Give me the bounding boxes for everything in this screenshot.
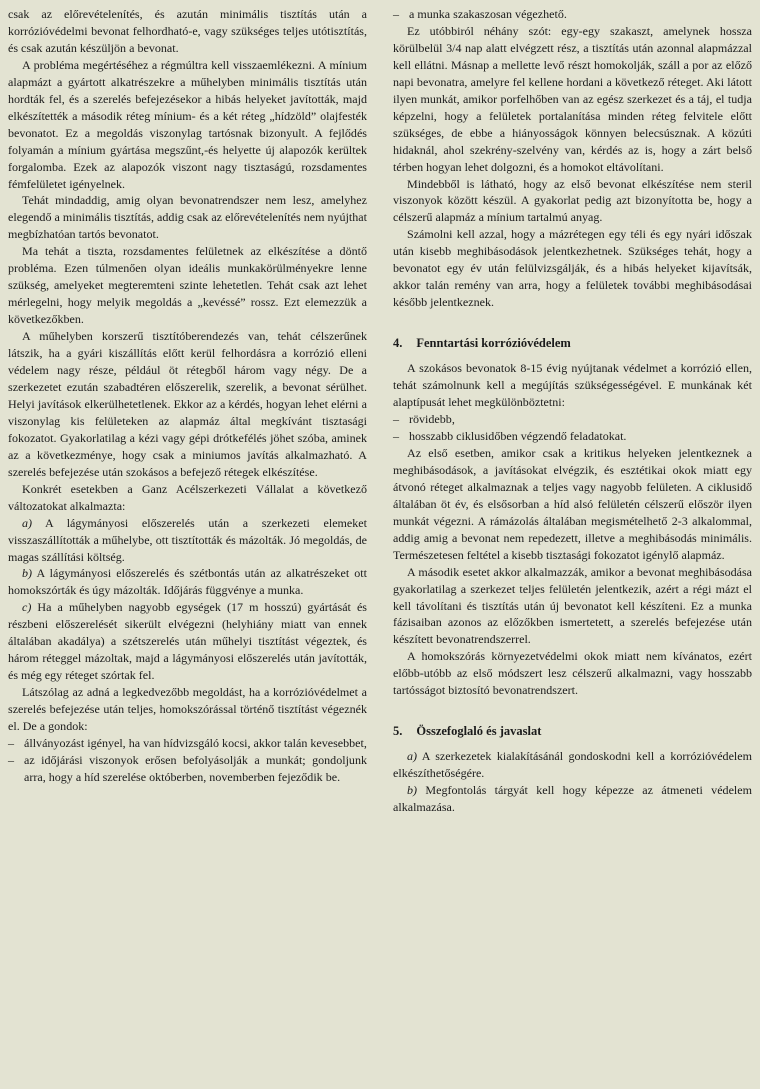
paragraph-text: A probléma megértéséhez a régmúltra kell visszaemlékezni. A mínium alapmázt a gyártott alkatrészekre a műhelyben minimális tisztítás után hordták fel, és a szerelés befejezésekor a hibás helyeket javították, majd elkészítették a második réteg mínium- és a két réteg „hídzöld” olajfesték bevonatot. Ez a megoldás viszonylag tartósnak bizonyult. A fejlődés folyamán a mínium gyártása megszűnt,-és helyette új alapozók kerültek forgalomba. Ezek az alapozók viszont nagy tisztaságú, rozsdamentes fémfelületet igényelnek. [8, 57, 367, 191]
dash-list-item [8, 735, 367, 752]
dash-marker: – [8, 752, 15, 767]
paragraph [393, 226, 752, 311]
right-column-top-text [393, 6, 752, 311]
paragraph-text: A második esetet akkor alkalmazzák, amikor a bevonat meghibásodása gyakorlatilag a szerkezet teljes felületén jelentkezik, azért a régi mázt el kell távolítani és tisztítás után új bevonatot kell készíteni. Ez a munka fázisaiban azonos az előzőkben ismertetett, a szerelés befejezése után készített bevonatrendszerrel. [393, 564, 752, 647]
paragraph-text: Konkrét esetekben a Ganz Acélszerkezeti Vállalat a következő változatokat alkalmazta: [8, 481, 367, 513]
paragraph [8, 684, 367, 735]
dash-marker: – [8, 735, 15, 750]
dash-marker: – [393, 412, 400, 427]
paragraph-text: Tehát mindaddig, amig olyan bevonatrendszer nem lesz, amelyhez elegendő a minimális tisztítás, addig csak az előrevételenítés nem nyújthat megbízhatóan tartós bevonatot. [8, 193, 367, 242]
lettered-paragraph [393, 748, 752, 782]
paragraph [8, 243, 367, 328]
dash-marker: – [393, 7, 400, 21]
item-letter: b) [22, 566, 33, 581]
paragraph-text: Az első esetben, amikor csak a kritikus helyeken jelentkeznek a meghibásodások, a javításokat elvégzik, és esztétikai okok miatt egy átvonó réteget alkalmaznak a teljes vagy nagyobb felületen. A ciklusidő általában öt év, és elsősorban a híd alsó felületén célszerű először ilyen munkát végezni. A rámázolás általában megismételhető 2-3 alkalommal, addig amig a bevonat nem repedezett, illetve a meghibásodás minimális. Természetesen feltétel a kisebb tisztasági fokozatot igénylő alapmáz. [393, 445, 752, 562]
paragraph-text: Ha a műhelyben nagyobb egységek (17 m hosszú) gyártását és részbeni előszerelését sikerült elvégezni (helyhiány miatt van ennek általában akadálya) a szétszerelés után műhelyi tisztítást végeztek, és három réteggel mázoltak, majd a lágymányosi előszerelés után javították, és még egy réteget szórtak fel. [8, 600, 367, 683]
lettered-paragraph [8, 515, 367, 566]
paragraph [393, 23, 752, 176]
paragraph-text: rövidebb, [409, 412, 455, 427]
paragraph [8, 192, 367, 243]
dash-list-item [393, 6, 752, 23]
paragraph [393, 564, 752, 649]
lettered-paragraph [8, 599, 367, 684]
paragraph-text: csak az előrevételenítés, és azután minimális tisztítás után a korrózióvédelmi bevonat felhordható-e, vagy szükséges teljes utótisztítás, és csak azután készüljön a bevonat. [8, 7, 367, 55]
paragraph-text: Ma tehát a tiszta, rozsdamentes felületnek az elkészítése a döntő probléma. Ezen túlmenően olyan ideális munkakörülményekre lenne szükség, amelyeket megteremteni szinte lehetetlen. Tehát csak azt lehet mérlegelni, hogy melyik megoldás a „kevéssé” rossz. Ezt elemezzük a következőkben. [8, 244, 367, 327]
section-5-body [393, 748, 752, 816]
dash-list-item [8, 752, 367, 786]
dash-list-item [393, 411, 752, 428]
paragraph-text: Mindebből is látható, hogy az első bevonat elkészítése nem steril viszonyok között készül. A gyakorlat pedig azt bizonyította be, hogy a célszerű alapmáz a mínium tartalmú anyag. [393, 176, 752, 225]
section-5-heading: 5. Összefoglaló és javaslat [393, 724, 542, 739]
item-letter: c) [22, 600, 32, 615]
paragraph [8, 481, 367, 515]
paragraph-text: Ez utóbbiról néhány szót: egy-egy szakaszt, amelynek hossza körülbelül 3/4 nap alatt elvégzett rész, a tisztítás után azonnal alapmázzal kell ellátni. Másnap a mellette levő részt homokolják, száll a por az előző napi bevonatra, amelyre fel kellene hordani a következő réteget. Aki látott ilyen munkát, amikor porfelhőben van az egész szerkezet és a táj, el tudja képzelni, hogy a felületek portalanítása minden réteg felvitele előtt szükséges, de ebbe a hiányosságok könnyen belecsúsznak. A közúti hidaknál, ahol szekrény-szelvény van, kérdés az is, hogy a zárt belső térben hogyan lehet dolgozni, és a homokot eltávolítani. [393, 23, 752, 174]
paragraph-text: Számolni kell azzal, hogy a mázrétegen egy téli és egy nyári időszak után kisebb meghibásodások jelentkezhetnek. Szükséges tehát, hogy a bevonatot egy év után felülvizsgálják, és a hibás helyeket kijavítsák, akkor talán remény van arra, hogy a felületek további meghibásodásai később jelentkeznek. [393, 227, 752, 310]
paragraph-text: A lágymányosi előszerelés és szétbontás után az alkatrészeket ott homokszórták és úgy mázolták. Időjárás függvénye a munka. [8, 566, 367, 598]
paragraph-text: az időjárási viszonyok erősen befolyásolják a munkát; gondoljunk arra, hogy a híd szerelése októberben, novemberben fejeződik be. [24, 752, 367, 784]
section-4-body [393, 360, 752, 699]
paragraph-text: A szerkezetek kialakításánál gondoskodni kell a korrózióvédelem elkészíthetőségére. [393, 749, 752, 781]
paragraph-text: A lágymányosi előszerelés után a szerkezeti elemeket visszaszállították a műhelybe, ott tisztították és mázolták. Jó megoldás, de magas szállítási költség. [8, 515, 367, 564]
paragraph-text: A műhelyben korszerű tisztítóberendezés van, tehát célszerűnek látszik, ha a gyári kiszállítás előtt kerül felhordásra a korrózió elleni védelem nagy része, például öt rétegből három vagy négy. De a szerkezetet ezután szabadtéren előszerelik, szerelik, a bevonat sérülhet. Helyi javítások elkerülhetetlenek. Ekkor az a kérdés, hogyan lehet elérni a viszonylag kis felületeken az alapmáz által megkívánt tisztasági fokozatot. Gyakorlatilag a kézi vagy gépi drótkefélés jöhet szóba, aminek az a következménye, hogy csak a miniumos javítás alkalmazható. A szerelés befejezése után szokásos a befejező rétegek elkészítése. [8, 329, 367, 479]
paragraph [393, 360, 752, 411]
item-letter: b) [407, 783, 418, 798]
paragraph [393, 648, 752, 699]
right-column [393, 6, 752, 1089]
paragraph [8, 6, 367, 57]
paragraph [393, 176, 752, 227]
left-column [8, 6, 367, 1089]
paragraph [8, 57, 367, 193]
paragraph [393, 445, 752, 564]
section-4-heading: 4. Fenntartási korrózióvédelem [393, 336, 571, 351]
dash-list-item [393, 428, 752, 445]
paragraph-text: Látszólag az adná a legkedvezőbb megoldást, ha a korrózióvédelmet a szerelés befejezése után teljes, homokszórással történő tisztítást végeznék el. De a gondok: [8, 685, 367, 734]
paragraph-text: állványozást igényel, ha van hídvizsgáló kocsi, akkor talán kevesebbet, [24, 735, 367, 750]
item-letter: a) [407, 749, 418, 764]
dash-marker: – [393, 428, 400, 443]
lettered-paragraph [8, 565, 367, 599]
paragraph-text: A homokszórás környezetvédelmi okok miatt nem kívánatos, ezért előbb-utóbb az első módszert lesz célszerű alkalmazni, vagy hosszabb tartósságot biztosító bevonatrendszert. [393, 649, 752, 698]
lettered-paragraph [393, 782, 752, 816]
paragraph [8, 328, 367, 481]
paragraph-text: hosszabb ciklusidőben végzendő feladatokat. [409, 428, 627, 443]
item-letter: a) [22, 515, 33, 530]
paragraph-text: a munka szakaszosan végezhető. [409, 7, 567, 21]
paragraph-text: Megfontolás tárgyát kell hogy képezze az átmeneti védelem alkalmazása. [393, 783, 752, 815]
paragraph-text: A szokásos bevonatok 8-15 évig nyújtanak védelmet a korrózió ellen, tehát számolnunk kell a megújítás szükségességével. E munkának két alaptípusát lehet megkülönböztetni: [393, 361, 752, 410]
